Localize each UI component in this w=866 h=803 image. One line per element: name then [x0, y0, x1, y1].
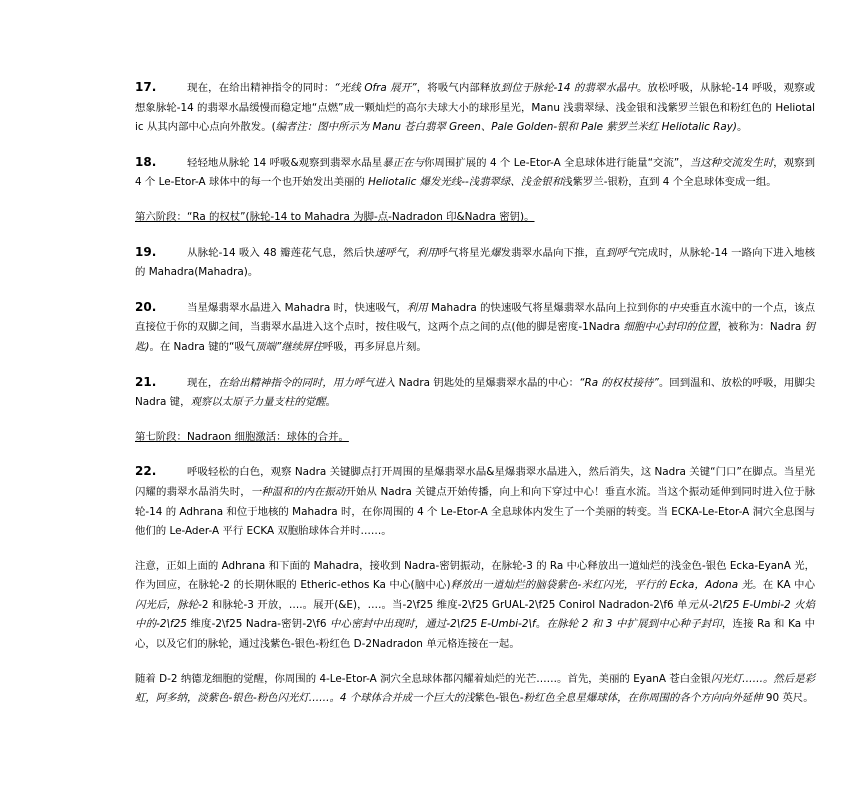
text-span-italic: 中心密封中出现时，通过-2\f25 E-Umbi-2\f — [329, 618, 536, 631]
text-span: Nadra 钥匙处的星爆翡翠水晶的中心： — [395, 376, 580, 389]
section-heading-stage-7: 第七阶段：Nadraon 细胞激活：球体的合并。 — [135, 430, 349, 443]
paragraph-17 — [135, 78, 815, 138]
text-span: ，观察到 4 个 Le-Etor-A 球体中的每一个也开始发出美丽的 — [135, 156, 816, 189]
text-span: 现在， — [187, 376, 219, 389]
text-span-italic: 速呼气，利用 — [374, 246, 438, 259]
text-span-italic: 在脉轮 2 和 3 中扩展到中心种子封印 — [546, 618, 722, 631]
text-span-italic: 粉红色全息星爆球体，在你周围的各个方向向外延伸 — [523, 692, 766, 705]
text-span: 呼吸，再多屏息片刻。 — [322, 340, 427, 353]
text-span-italic: “光线 Ofra 展开” — [334, 82, 417, 94]
document-page — [135, 78, 815, 709]
text-span: 90 英尺。 — [765, 692, 814, 705]
paragraph-19 — [135, 243, 815, 283]
text-span: 浅紫罗兰-银粉，直到 4 个全息球体变成一组。 — [562, 176, 777, 189]
text-span: 。 — [325, 396, 336, 409]
text-span: 从脉轮-14 吸入 48 瓣莲花气息，然后快 — [187, 246, 375, 259]
text-span-italic: 释放出一道灿烂的脑袋紫色-米红闪光，平行的 Ecka，Adona 光 — [450, 579, 753, 592]
text-span-italic: 观察以太原子力量支柱的觉醒 — [190, 396, 326, 409]
paragraph-20 — [135, 298, 815, 358]
text-span: ，连接 Ra 和 Ka 中心，以及它们的脉轮，通过浅紫色-银色-粉红色 D-2Nadradon 单元格连接在一起。 — [135, 618, 815, 651]
text-span: 你周围扩展的 4 个 Le-Etor-A 全息球体进行能量“交流”， — [423, 156, 690, 169]
paragraph-note — [135, 557, 815, 655]
text-span-italic: 编者注：图中所示为 Manu 苍白翡翠 Green、Pale Golden-银和 Pale 紫罗兰米红 Heliotalic Ray) — [275, 121, 737, 134]
text-span: 发翡翠水晶向下推，直 — [500, 246, 606, 259]
text-span: 维度-2\f25 Nadra-密钥-2\f6 — [186, 618, 330, 631]
text-span: 随着 D-2 纳德龙细胞的觉醒，你周围的 4-Le-Etor-A 洞穴全息球体都闪耀着灿烂的光芒……。首先，美丽的 EyanA 苍白金银 — [135, 672, 711, 685]
text-span-italic: 钥匙) — [135, 321, 816, 353]
text-span-italic: 暴正在与 — [382, 156, 424, 169]
text-span-italic: 到位于脉轮-14 的翡翠水晶中 — [500, 82, 637, 94]
paragraph-number: 17. — [135, 80, 157, 94]
text-span-italic: 中央 — [668, 301, 690, 314]
paragraph-18 — [135, 153, 815, 193]
text-span: 呼吸轻松的白色，观察 Nadra 关键脚点打开周围的星爆翡翠水晶&星爆翡翠水晶进入，然后消失，这 Nadra 关键“门口”在脚点。当星光闪耀的翡翠水晶消失时， — [135, 466, 815, 498]
paragraph-number: 18. — [135, 154, 157, 169]
text-span: 注意，正如上面的 Adhrana 和下面的 Mahadra，接收到 Nadra-密钥振动，在脉轮-3 的 Ra 中心释放出一道灿烂的浅金色-银色 Ecka-EyanA 光，作为回应，在脉轮-2 的长期休眠的 Etheric-ethos Ka 中心(脑中心) — [135, 559, 815, 592]
text-span-italic: 细胞中心封印的位置 — [623, 321, 718, 334]
text-span: 。 — [736, 121, 748, 134]
section-heading-stage-6: 第六阶段：“Ra 的权杖”(脉轮-14 to Mahadra 为脚-点-Nadradon 印&Nadra 密钥)。 — [135, 210, 535, 223]
text-span-italic: 当这种交流发生时 — [689, 156, 774, 169]
text-span: 。在 Nadra 键的“吸气 — [149, 340, 256, 353]
text-span: Mahadra 的快速吸气将星爆翡翠水晶向上拉到你的 — [427, 301, 669, 314]
paragraph-number: 19. — [135, 244, 157, 259]
text-span-italic: 闪光后，脉轮 — [135, 598, 199, 611]
paragraph-21 — [135, 373, 815, 413]
paragraph-number: 21. — [135, 374, 157, 389]
text-span-italic: 顶端”继续屏住 — [255, 340, 323, 353]
text-span-italic: 到呼气 — [605, 246, 638, 259]
text-span-italic: 在给出精神指令的同时，用力呼气进入 — [218, 376, 396, 389]
text-span: 完成时，从脉轮-14 一路向下进入地核的 Mahadra(Mahadra)。 — [135, 246, 816, 279]
text-span: 当星爆翡翠水晶进入 Mahadra 时，快速吸气， — [187, 301, 407, 314]
text-span: 轻轻地从脉轮 14 呼吸&观察到翡翠水晶星 — [187, 156, 383, 169]
paragraph-22 — [135, 462, 815, 541]
text-span: ，被称为：Nadra — [717, 321, 805, 334]
paragraph-number: 22. — [135, 464, 157, 479]
text-span: 紫色-银色- — [474, 692, 524, 705]
text-span-italic: Heliotalic 爆发光线--浅翡翠绿、浅金银和 — [368, 176, 563, 189]
text-span: 呼气将星光 — [437, 246, 491, 259]
text-span: ，将吸气内部释放 — [416, 82, 501, 94]
paragraph-number: 20. — [135, 299, 157, 314]
text-span: -2 和脉轮-3 开放，….。展开(&E)，….。当-2\f25 维度-2\f25 GrUAL-2\f25 Conirol Nadradon-2\f6 单 — [198, 598, 688, 611]
text-span: 开始从 Nadra 关键点开始传播，向上和向下穿过中心！垂直水流。当这个振动延伸到同时进入位于脉轮-14 的 Adhrana 和位于地核的 Mahadra 时，在你周围的 4 个 Le-Etor-A 全息球体内发生了一个美丽的转变。当 ECKA-Le-Etor-A 洞穴全息图与他们的 Le-Ader-A 平行 ECKA 双胞胎球体合并时……。 — [135, 485, 815, 538]
text-span: 。在 KA 中心 — [752, 579, 815, 592]
text-span: 现在，在给出精神指令的同时： — [187, 82, 335, 94]
paragraph-final — [135, 670, 815, 709]
text-span: 。放松呼吸，从脉轮-14 呼吸，观察或想象脉轮-14 的翡翠水晶缓慢而稳定地“点燃”成一颗灿烂的高尔夫球大小的球形星光，Manu 浅翡翠绿、浅金银和浅紫罗兰银色和粉红色的 Heliotalic 从其内部中心点向外散发。( — [135, 82, 816, 134]
text-span-italic: “Ra 的权杖接待” — [579, 376, 659, 389]
text-span: 。回到温和、放松的呼吸，用脚尖 Nadra 键， — [135, 376, 816, 409]
text-span-italic: 元从-2\f25 E-Umbi-2 火焰中的-2\f25 — [135, 598, 816, 631]
text-span-italic: 一种温和的内在振动 — [250, 485, 346, 498]
text-span-italic: 爆 — [490, 246, 501, 259]
text-span: 。 — [535, 618, 547, 631]
text-span: 垂直水流中的一个点，该点直接位于你的双脚之间，当翡翠水晶进入这个点时，按住吸气，这两个点之间的点(他的脚是密度-1Nadra — [135, 301, 815, 334]
text-span-italic: 利用 — [406, 301, 428, 314]
text-span-italic: 闪光灯……。然后是彩虹，阿多纳，淡紫色-银色-粉色闪光灯……。4 个球体合并成一个巨大的浅 — [135, 672, 816, 705]
